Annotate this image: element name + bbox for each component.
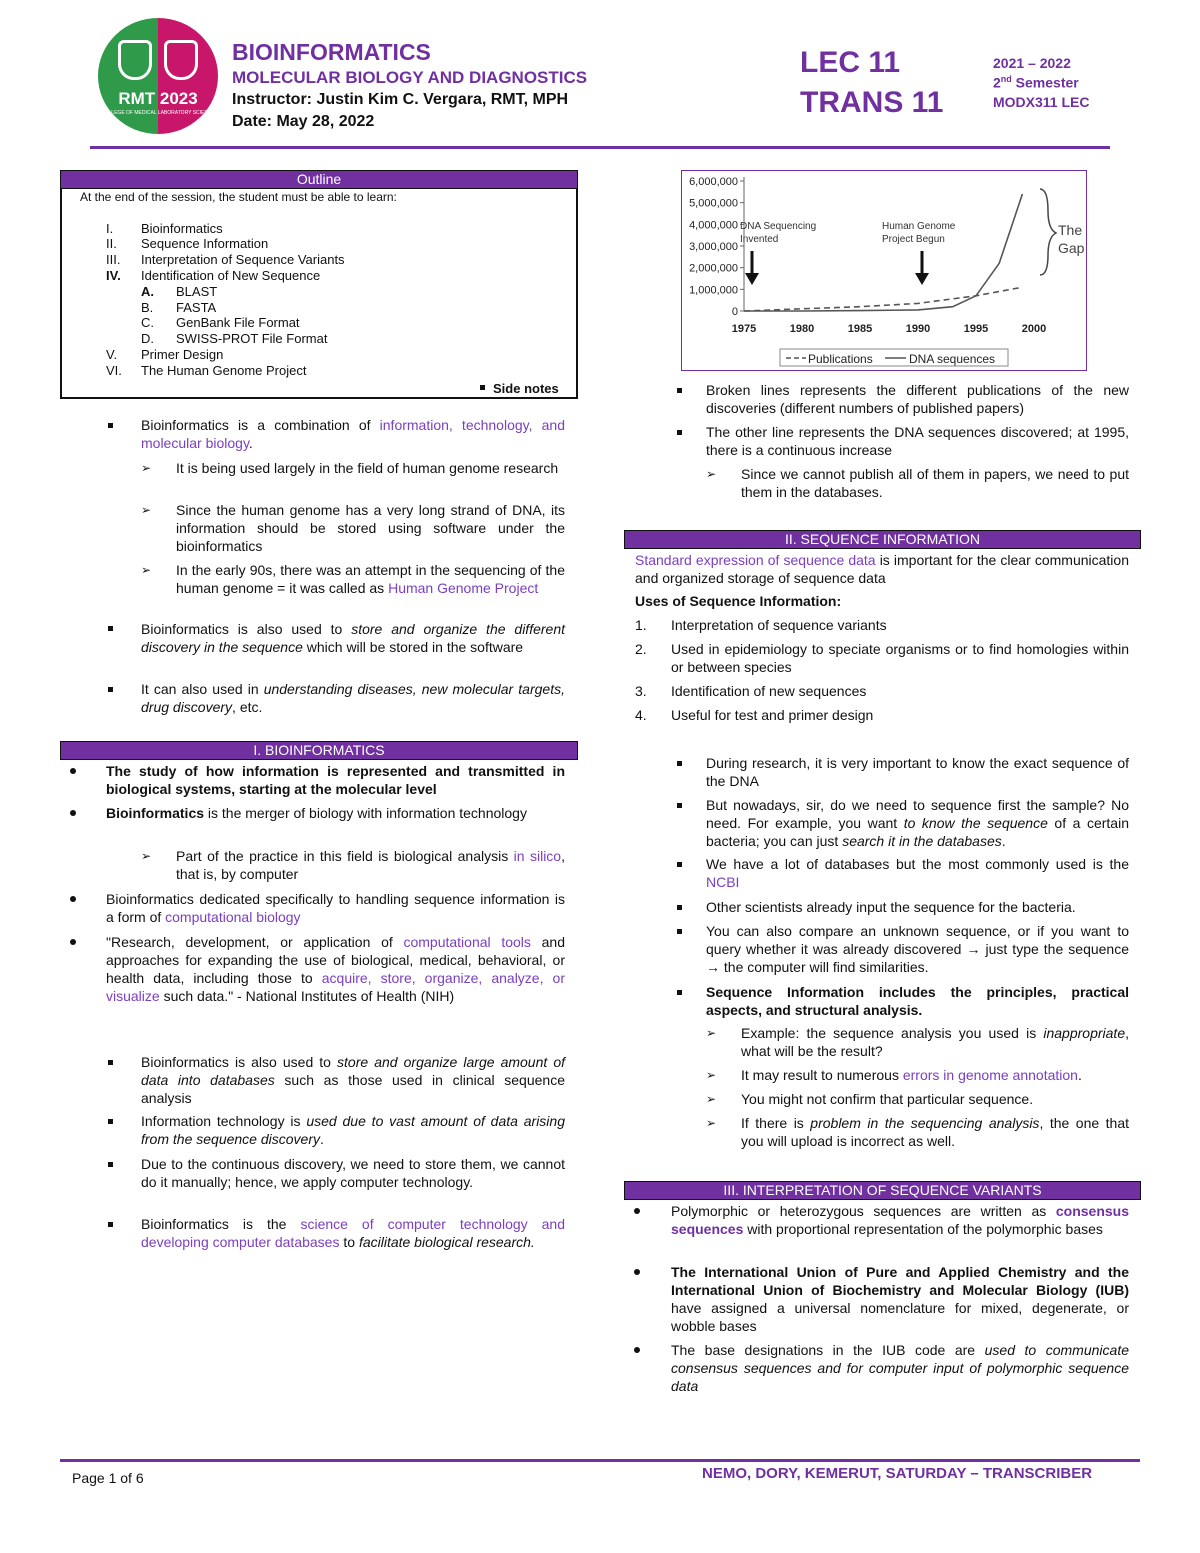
header-divider bbox=[90, 146, 1110, 149]
lecture-number: LEC 11 bbox=[800, 46, 901, 79]
section-paragraph: "Research, development, or application of computational tools and approaches for expanding the use of biological, medical, behavioral, or health data, including those to acquire, store, organize, analyze, or visualize such data." - National Institutes of Health (NIH) bbox=[106, 934, 565, 1004]
outline-title: Outline bbox=[60, 170, 578, 189]
note-subparagraph: Since we cannot publish all of them in papers, we need to put them in the databases. bbox=[741, 466, 1129, 500]
gap-brace bbox=[1040, 189, 1056, 275]
arrow-marker: ➢ bbox=[706, 1026, 717, 1040]
bullet-marker bbox=[70, 810, 76, 816]
publications-vs-sequences-chart bbox=[682, 171, 1085, 369]
annotation-arrow-head bbox=[745, 273, 759, 285]
series-line-dna-sequences bbox=[744, 194, 1022, 311]
arrow-marker: ➢ bbox=[706, 467, 717, 481]
uses-number: 2. bbox=[635, 641, 647, 657]
course-code: MODX311 LEC bbox=[993, 94, 1090, 110]
logo-text: RMT 2023 bbox=[118, 89, 198, 108]
note-paragraph: We have a lot of databases but the most commonly used is the NCBI bbox=[706, 856, 1129, 890]
bullet-marker bbox=[634, 1347, 640, 1353]
section-title-sequence-information: II. SEQUENCE INFORMATION bbox=[624, 530, 1141, 549]
lecture-date: Date: May 28, 2022 bbox=[232, 113, 375, 130]
arrow-marker: ➢ bbox=[141, 503, 152, 517]
bullet-marker bbox=[677, 430, 682, 435]
bullet-marker bbox=[634, 1269, 640, 1275]
bullet-marker bbox=[108, 423, 113, 428]
uses-item: Used in epidemiology to speciate organisms or to find homologies within or between species bbox=[671, 641, 1129, 675]
note-subparagraph: You might not confirm that particular sequence. bbox=[741, 1091, 1034, 1107]
x-tick-label: 1985 bbox=[847, 323, 873, 335]
note-subparagraph: In the early 90s, there was an attempt in the sequencing of the human genome = it was called as Human Genome Project bbox=[176, 562, 565, 596]
bullet-marker bbox=[634, 1208, 640, 1214]
gap-label: The bbox=[1058, 222, 1083, 238]
note-paragraph: Bioinformatics is the science of computer technology and developing computer databases to facilitate biological research. bbox=[141, 1216, 565, 1250]
arrow-marker: ➢ bbox=[141, 849, 152, 863]
note-paragraph: Information technology is used due to vast amount of data arising from the sequence discovery. bbox=[141, 1113, 565, 1147]
bullet-marker bbox=[108, 1222, 113, 1227]
bullet-marker bbox=[108, 1119, 113, 1124]
chart-frame bbox=[681, 170, 1087, 371]
note-paragraph: Other scientists already input the sequence for the bacteria. bbox=[706, 899, 1076, 915]
uses-item: Useful for test and primer design bbox=[671, 707, 874, 723]
section-title-bioinformatics: I. BIOINFORMATICS bbox=[60, 741, 578, 760]
arrow-marker: ➢ bbox=[706, 1116, 717, 1130]
uses-number: 4. bbox=[635, 707, 647, 723]
y-tick-label: 1,000,000 bbox=[689, 284, 738, 297]
annotation-label: Project Begun bbox=[882, 234, 945, 245]
page-number: Page 1 of 6 bbox=[72, 1470, 144, 1486]
annotation-label: Invented bbox=[740, 234, 779, 245]
section-paragraph: Polymorphic or heterozygous sequences are written as consensus sequences with proportional representation of the polymorphic bases bbox=[671, 1203, 1129, 1237]
y-tick-label: 4,000,000 bbox=[689, 219, 738, 232]
series-line-publications bbox=[744, 287, 1022, 311]
footer-divider bbox=[60, 1459, 1140, 1462]
academic-year: 2021 – 2022 bbox=[993, 55, 1071, 71]
uses-number: 1. bbox=[635, 617, 647, 633]
y-tick-label: 2,000,000 bbox=[689, 262, 738, 275]
bullet-marker bbox=[108, 1060, 113, 1065]
note-paragraph: During research, it is very important to know the exact sequence of the DNA bbox=[706, 755, 1129, 789]
y-tick-label: 3,000,000 bbox=[689, 241, 738, 253]
section-title-sequence-variants: III. INTERPRETATION OF SEQUENCE VARIANTS bbox=[624, 1181, 1141, 1200]
semester: 2nd Semester bbox=[993, 74, 1079, 91]
note-paragraph: It can also used in understanding diseases, new molecular targets, drug discovery, etc. bbox=[141, 681, 565, 715]
y-tick-label: 5,000,000 bbox=[689, 197, 738, 210]
annotation-arrow-head bbox=[915, 273, 929, 285]
arrow-marker: ➢ bbox=[706, 1092, 717, 1106]
bullet-marker bbox=[70, 939, 76, 945]
section-paragraph: Bioinformatics dedicated specifically to handling sequence information is a form of computational biology bbox=[106, 891, 565, 925]
note-paragraph: Sequence Information includes the principles, practical aspects, and structural analysis. bbox=[706, 984, 1129, 1018]
arrow-marker: ➢ bbox=[141, 461, 152, 475]
arrow-marker: ➢ bbox=[706, 1068, 717, 1082]
uses-number: 3. bbox=[635, 683, 647, 699]
y-tick-label: 0 bbox=[731, 306, 738, 318]
x-tick-label: 1990 bbox=[905, 323, 931, 335]
gap-label: Gap bbox=[1058, 240, 1085, 256]
note-subparagraph: Example: the sequence analysis you used is inappropriate, what will be the result? bbox=[741, 1025, 1129, 1059]
uses-item: Identification of new sequences bbox=[671, 683, 867, 699]
uses-item: Interpretation of sequence variants bbox=[671, 617, 887, 633]
note-paragraph: Bioinformatics is also used to store and organize the different discovery in the sequence which will be stored in the software bbox=[141, 621, 565, 655]
note-paragraph: Bioinformatics is also used to store and organize large amount of data into databases such as those used in clinical sequence analysis bbox=[141, 1054, 565, 1106]
bullet-marker bbox=[108, 1162, 113, 1167]
side-notes-legend: Side notes bbox=[480, 381, 559, 398]
note-paragraph: Bioinformatics is a combination of information, technology, and molecular biology. bbox=[141, 417, 565, 451]
x-tick-label: 2000 bbox=[1021, 323, 1047, 335]
legend-label: Publications bbox=[808, 352, 873, 366]
bullet-marker bbox=[70, 896, 76, 902]
section-paragraph: The base designations in the IUB code are used to communicate consensus sequences and for computer input of polymorphic sequence data bbox=[671, 1342, 1129, 1394]
note-paragraph: Due to the continuous discovery, we need to store them, we cannot do it manually; hence, we apply computer technology. bbox=[141, 1156, 565, 1190]
bullet-marker bbox=[677, 803, 682, 808]
note-subparagraph: If there is problem in the sequencing analysis, the one that you will upload is incorrect as well. bbox=[741, 1115, 1129, 1149]
outline-intro: At the end of the session, the student must be able to learn: bbox=[80, 190, 397, 204]
section-paragraph: Bioinformatics is the merger of biology with information technology bbox=[106, 805, 527, 821]
bullet-marker bbox=[677, 388, 682, 393]
note-paragraph: But nowadays, sir, do we need to sequence first the sample? No need. For example, you want to know the sequence of a certain bacteria; you can just search it in the databases. bbox=[706, 797, 1129, 849]
bullet-marker bbox=[677, 862, 682, 867]
course-subtitle: MOLECULAR BIOLOGY AND DIAGNOSTICS bbox=[232, 68, 588, 87]
bullet-marker bbox=[677, 990, 682, 995]
bullet-marker bbox=[108, 687, 113, 692]
x-tick-label: 1975 bbox=[731, 323, 757, 335]
bullet-marker bbox=[677, 929, 682, 934]
section-paragraph: Standard expression of sequence data is important for the clear communication and organized storage of sequence data bbox=[635, 552, 1129, 586]
instructor: Instructor: Justin Kim C. Vergara, RMT, MPH bbox=[232, 91, 569, 108]
logo-subtext: COLLEGE OF MEDICAL LABORATORY SCIENCE bbox=[101, 110, 215, 116]
annotation-label: Human Genome bbox=[882, 221, 956, 232]
x-tick-label: 1995 bbox=[963, 323, 989, 335]
section-paragraph: The International Union of Pure and Applied Chemistry and the International Union of Biochemistry and Molecular Biology (IUB) have assigned a universal nomenclature for mixed, degenerate, or wobble bases bbox=[671, 1264, 1129, 1334]
bullet-marker bbox=[70, 768, 76, 774]
trans-number: TRANS 11 bbox=[800, 86, 944, 119]
arrow-marker: ➢ bbox=[141, 563, 152, 577]
legend-label: DNA sequences bbox=[909, 352, 996, 366]
section-paragraph: The study of how information is represented and transmitted in biological systems, starting at the molecular level bbox=[106, 763, 565, 797]
note-subparagraph: It is being used largely in the field of human genome research bbox=[176, 460, 559, 476]
note-paragraph: The other line represents the DNA sequences discovered; at 1995, there is a continuous increase bbox=[706, 424, 1129, 458]
transcriber-credit: NEMO, DORY, KEMERUT, SATURDAY – TRANSCRIBER bbox=[702, 1465, 1093, 1482]
uses-title: Uses of Sequence Information: bbox=[635, 593, 842, 609]
note-subparagraph: Since the human genome has a very long strand of DNA, its information should be stored using software under the bioinformatics bbox=[176, 502, 565, 554]
note-paragraph: Broken lines represents the different publications of the new discoveries (different numbers of published papers) bbox=[706, 382, 1129, 416]
note-paragraph: You can also compare an unknown sequence, or if you want to query whether it was already discovered → just type the sequence → the computer will find similarities. bbox=[706, 923, 1129, 975]
x-tick-label: 1980 bbox=[789, 323, 815, 335]
bullet-marker bbox=[108, 626, 113, 631]
bullet-marker bbox=[677, 761, 682, 766]
y-tick-label: 6,000,000 bbox=[689, 176, 738, 188]
section-subparagraph: Part of the practice in this field is biological analysis in silico, that is, by computer bbox=[176, 848, 565, 882]
note-subparagraph: It may result to numerous errors in genome annotation. bbox=[741, 1067, 1082, 1083]
college-logo bbox=[98, 18, 218, 134]
course-title: BIOINFORMATICS bbox=[232, 39, 431, 65]
annotation-label: DNA Sequencing bbox=[740, 221, 817, 232]
bullet-marker bbox=[677, 905, 682, 910]
